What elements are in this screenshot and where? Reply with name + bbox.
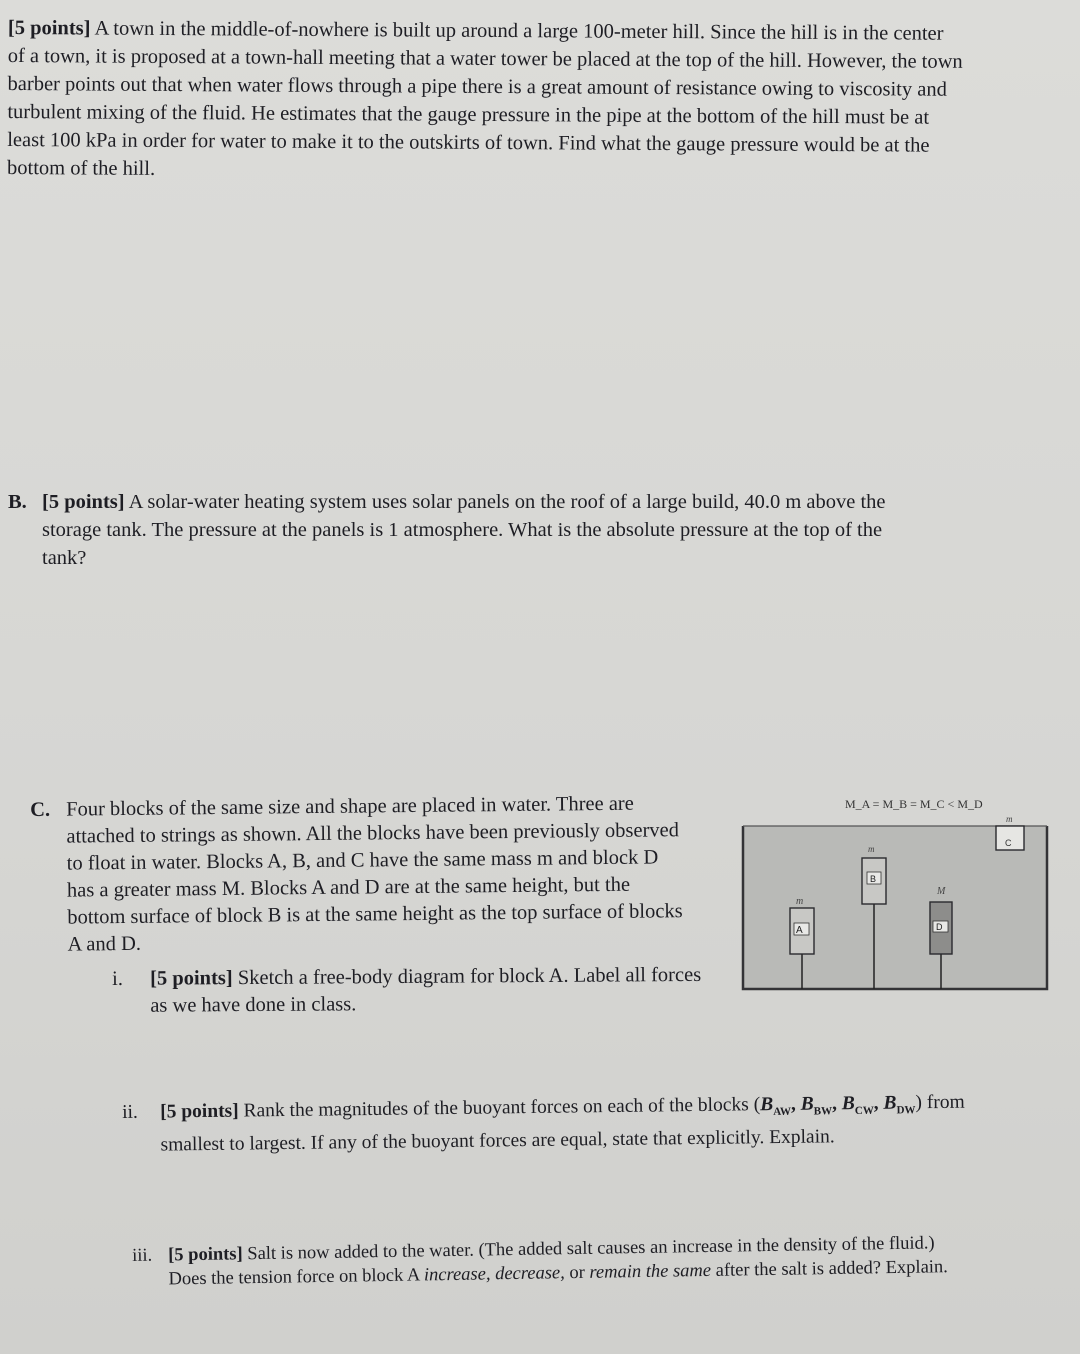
question-c-i-line-1: i. [5 points] Sketch a free-body diagram for block A. Label all forces bbox=[112, 962, 732, 993]
problem-a-line-1: [5 points] A town in the middle-of-nowhere is built up around a large 100-meter hill. Since the hill is in the center bbox=[7, 16, 944, 45]
problem-c-line-5: bottom surface of block B is at the same height as the top surface of blocks bbox=[67, 900, 683, 929]
problem-a-line-5: least 100 kPa in order for water to make it to the outskirts of town. Find what the gauge pressure would be at the bbox=[7, 128, 930, 157]
block-a-label: A bbox=[796, 925, 803, 936]
mass-relation-note: M_A = M_B = M_C < M_D bbox=[845, 797, 983, 811]
block-a-mass: m bbox=[796, 896, 804, 907]
block-d-label: D bbox=[936, 922, 943, 932]
problem-b-line-2: storage tank. The pressure at the panels is 1 atmosphere. What is the absolute pressure at the top of the bbox=[42, 519, 883, 541]
problem-b-points: [5 points] bbox=[42, 491, 125, 513]
problem-b-line-1: B. [5 points] A solar-water heating system uses solar panels on the roof of a large build, 40.0 m above the bbox=[8, 488, 1028, 516]
question-c-iii bbox=[132, 1230, 1033, 1292]
problem-c-line-6: A and D. bbox=[67, 932, 142, 956]
question-c-iii-label: iii. bbox=[132, 1245, 153, 1266]
block-b-mass: m bbox=[868, 844, 875, 854]
problem-a-points: [5 points] bbox=[7, 16, 91, 40]
question-c-ii-line-1: ii. [5 points] Rank the magnitudes of the buoyant forces on each of the blocks ($B_{AW}$, $B_{BW}$, $B_{CW}$, $B_{DW}$) from bbox=[122, 1091, 965, 1123]
blocks-in-water-diagram bbox=[740, 782, 1050, 994]
block-b-label: B bbox=[870, 874, 877, 884]
question-c-iii-line-2: Does the tension force on block A increase, decrease, or remain the same after the salt is added? Explain. bbox=[168, 1257, 949, 1290]
problem-b-label: B. bbox=[8, 491, 27, 513]
block-c-mass: m bbox=[1006, 814, 1013, 824]
question-c-i-points: [5 points] bbox=[150, 967, 233, 990]
problem-a-line-6: bottom of the hill. bbox=[6, 156, 156, 180]
problem-b bbox=[8, 488, 1028, 572]
problem-c-line-2: attached to strings as shown. All the blocks have been previously observed bbox=[66, 819, 680, 848]
problem-a-line-3: barber points out that when water flows through a pipe there is a great amount of resistance owing to viscosity and bbox=[7, 72, 947, 101]
problem-c-label: C. bbox=[30, 798, 51, 821]
question-c-i bbox=[112, 962, 732, 1020]
question-c-ii-points: [5 points] bbox=[160, 1100, 239, 1123]
block-d-mass: M bbox=[937, 886, 946, 897]
problem-a bbox=[7, 14, 1072, 188]
question-c-ii-label: ii. bbox=[122, 1101, 138, 1123]
question-c-ii bbox=[122, 1089, 1023, 1158]
problem-c-line-1: C. Four blocks of the same size and shape are placed in water. Three are bbox=[30, 790, 730, 824]
question-c-iii-line-1: iii. [5 points] Salt is now added to the water. (The added salt causes an increase in the density of the fluid.) bbox=[132, 1233, 935, 1266]
problem-a-line-4: turbulent mixing of the fluid. He estimates that the gauge pressure in the pipe at the bottom of the hill must be at bbox=[7, 100, 930, 129]
question-c-i-line-2: as we have done in class. bbox=[150, 993, 357, 1017]
block-c-label: C bbox=[1005, 838, 1012, 848]
problem-a-line-2: of a town, it is proposed at a town-hall meeting that a water tower be placed at the top of the hill. However, the town bbox=[7, 44, 963, 73]
buoyant-force-list: $B_{AW}$, $B_{BW}$, $B_{CW}$, $B_{DW}$ bbox=[760, 1092, 916, 1118]
question-c-i-label: i. bbox=[112, 967, 123, 990]
problem-c bbox=[30, 790, 732, 959]
question-c-iii-points: [5 points] bbox=[168, 1244, 243, 1266]
problem-c-line-4: has a greater mass M. Blocks A and D are at the same height, but the bbox=[66, 873, 631, 902]
problem-c-line-3: to float in water. Blocks A, B, and C have the same mass m and block D bbox=[66, 846, 659, 875]
problem-b-line-3: tank? bbox=[42, 547, 87, 569]
question-c-ii-line-2: smallest to largest. If any of the buoyant forces are equal, state that explicitly. Explain. bbox=[160, 1126, 835, 1156]
